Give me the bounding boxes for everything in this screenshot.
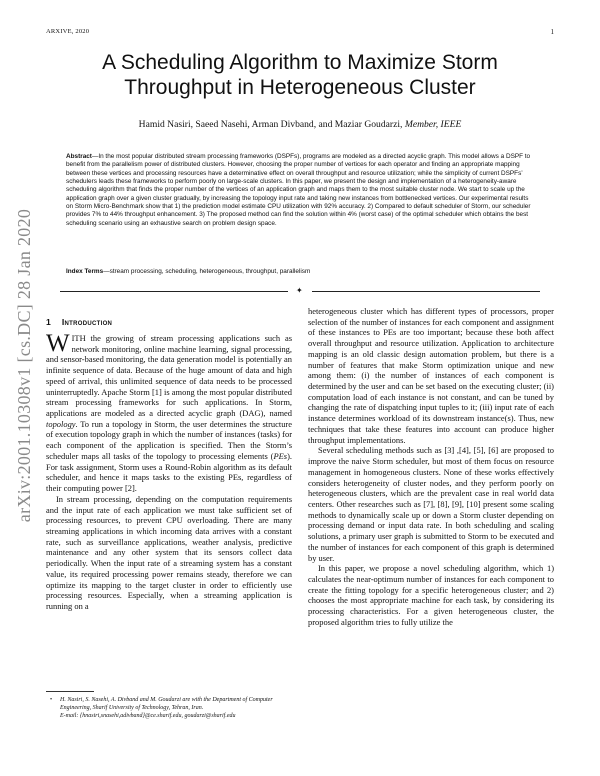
section-heading — [46, 317, 292, 327]
index-terms-text: —stream processing, scheduling, heterogeneous, throughput, parallelism — [103, 268, 311, 275]
footnote-affiliation: H. Nasiri, S. Nasehi, A. Divband and M. Goudarzi are with the Department of Computer Engineering, Sharif University of Technology, Tehran, Iran. — [60, 697, 273, 711]
footnote-bullet: • — [50, 697, 53, 703]
page-number: 1 — [550, 28, 554, 36]
intro-p1-text-c: ). For task assignment, Storm uses a Round-Robin algorithm as its default scheduler, and hence it maps tasks to the existing PEs, regardless of their computing power [2]. — [46, 450, 292, 494]
term-topology: topology — [46, 418, 76, 429]
abstract-label: Abstract — [66, 153, 92, 160]
index-terms-label: Index Terms — [66, 268, 104, 275]
separator-rule-left — [60, 291, 288, 292]
drop-cap-lead: ITH — [71, 333, 86, 343]
left-column — [46, 317, 292, 612]
paper-title: A Scheduling Algorithm to Maximize Storm Throughput in Heterogeneous Cluster — [102, 51, 498, 99]
section-title: Introduction — [61, 317, 113, 327]
section-separator — [60, 286, 540, 296]
arxiv-identifier-text: arXiv:2001.10308v1 [cs.DC] 28 Jan 2020 — [14, 208, 35, 522]
intro-p1-text-a: the growing of stream processing applications such as network monitoring, online machine learning, signal processing, and sensor-based monitoring, the data generation model is potentially an infinite sequence of data. Because of the huge amount of data and high speed of arrival, this unlimited sequence of data needs to be processed uninterruptedly. Apache Storm [1] is among the most popular distributed stream processing frameworks for such applications. In Storm, applications are modeled as a directed acyclic graph (DAG), named — [46, 333, 292, 419]
abstract — [66, 153, 534, 228]
footnote-rule — [46, 691, 94, 692]
right-column — [308, 306, 554, 628]
intro-paragraph-4: Several scheduling methods such as [3] ,[4], [5], [6] are proposed to improve the naive Storm scheduler, but most of them focus on resource management in homogeneous clusters. None of these works effectively considers heterogeneity of cluster nodes, and they perform poorly on heterogeneous clusters, which are the prevalent case in real world data centers. Other researches such as [7], [8], [9], [10] present some scaling methods to dynamically scale up or down a Storm cluster depending on processing demand or input data rate. In both scheduling and scaling solutions, a primary user graph is submitted to Storm to be executed and the number of instances for each component of this graph is determined by user. — [308, 445, 554, 563]
section-number: 1 — [46, 317, 52, 327]
author-membership: Member, IEEE — [404, 119, 462, 130]
intro-paragraph-1 — [46, 330, 292, 494]
drop-cap: W — [46, 330, 70, 357]
intro-p1-text-b: . To run a topology in Storm, the user determines the structure of execution topology graph in which the number of instances (tasks) for each component of the application is specified. Then the Storm’s scheduler maps all tasks of the topology to processing elements ( — [46, 418, 292, 461]
term-pes: PEs — [273, 450, 288, 461]
arxiv-identifier-stamp — [8, 150, 42, 580]
intro-paragraph-3: heterogeneous cluster which has different types of processors, proper selection of the number of instances for each component and assignment of these instances to PEs are too important; because these both affect overall throughput and resource utilization. Application to architecture mapping is an old classic design automation problem, but there is a number of features that make Storm optimization unique and new among them: (i) the number of instances of each component is determined by the user and can be set based on the executing cluster; (ii) computation load of each instance is not constant, and can be tuned by changing the rate of dispatching input tuples to it; (iii) input rate of each instance determines workload of its downstream instance(s). Thus, new techniques that take these features into account can produce higher throughput implementations. — [308, 306, 554, 445]
footnote-email: E-mail: {hnasiri,snasehi,adivband}@ce.sharif.edu, goudarzi@sharif.edu — [60, 713, 236, 719]
abstract-text: —In the most popular distributed stream processing frameworks (DSPFs), programs are modeled as a directed acyclic graph. This model allows a DSPF to benefit from the parallelism power of distributed clusters. However, choosing the proper number of vertices for each operator and finding an appropriate mapping between these vertices and processing resources have a determinative effect on overall throughput and resource utilization; while the simplicity of current DSPFs’ schedulers leads these frameworks to perform poorly on large-scale clusters. In this paper, we present the design and implementation of a heterogeneity-aware scheduling algorithm that finds the proper number of the vertices of an application graph and maps them to the most suitable cluster node. We start to scale up the application graph over a given cluster gradually, by increasing the topology input rate and taking new instances from bottlenecked vertices. Our experimental results on Storm Micro-Benchmark show that 1) the prediction model estimate CPU utilization with 92% accuracy. 2) Compared to default scheduler of Storm, our scheduler provides 7% to 44% throughput enhancement. 3) The proposed method can find the solution within 4% (worst case) of the optimal scheduler which obtains the best scheduling scenario using an exhaustive search on problem design space. — [66, 153, 531, 227]
index-terms — [66, 268, 534, 276]
author-names: Hamid Nasiri, Saeed Nasehi, Arman Divband, and Maziar Goudarzi, — [138, 119, 403, 130]
running-head: ARXIVE, 2020 — [46, 28, 90, 35]
intro-paragraph-5: In this paper, we propose a novel scheduling algorithm, which 1) calculates the near-optimum number of instances for each component to create the fitting topology for a specific heterogeneous cluster; and 2) chooses the most appropriate machine for each task, by considering its processing characteristics. For a given heterogeneous cluster, the proposed algorithm tries to fully utilize the — [308, 563, 554, 627]
separator-diamond-icon: ✦ — [296, 286, 303, 295]
intro-paragraph-2: In stream processing, depending on the computation requirements and the input rate of each application we must take sufficient set of processing resources, to prevent CPU overloading. There are many streaming applications in which incoming data arrives with a constant rate, such as surveillance applications, weather analysis, predictive maintenance and any other system that its sensors collect data periodically. When the input rate of a streaming system has a constant value, its required processing power remains steady, therefore we can optimize its mapping to the target cluster in order to efficiently use processing resources. Especially, when a streaming application is running on a — [46, 493, 292, 611]
separator-rule-right — [312, 291, 540, 292]
author-list — [60, 119, 540, 130]
author-affiliation-footnote — [50, 696, 290, 720]
